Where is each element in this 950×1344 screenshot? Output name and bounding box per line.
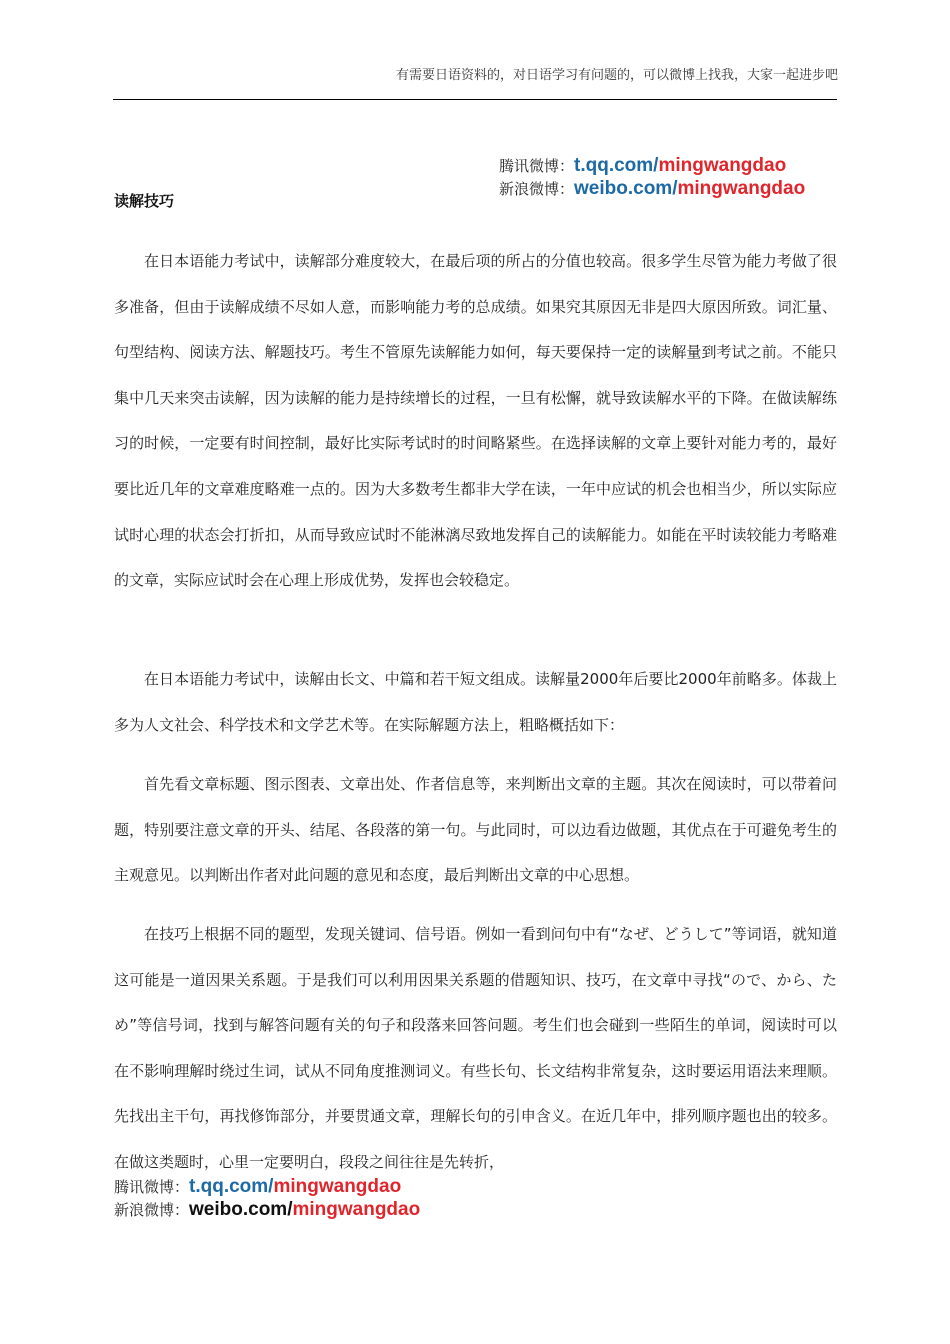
weibo-tencent-label: 腾讯微博：: [499, 157, 575, 175]
weibo-sina-top: [499, 178, 805, 200]
paragraph-3: 首先看文章标题、图示图表、文章出处、作者信息等，来判断出文章的主题。其次在阅读时，可以带着问题，特别要注意文章的开头、结尾、各段落的第一句。与此同时，可以边看边做题，其优点在于可避免考生的主观意见。以判断出作者对此问题的意见和态度，最后判断出文章的中心思想。: [114, 775, 837, 885]
weibo-tencent-link-user[interactable]: mingwangdao: [273, 1176, 402, 1197]
paragraph-1: 在日本语能力考试中，读解部分难度较大，在最后项的所占的分值也较高。很多学生尽管为能力考做了很多准备，但由于读解成绩不尽如人意，而影响能力考的总成绩。如果究其原因无非是四大原因所致。词汇量、句型结构、阅读方法、解题技巧。考生不管原先读解能力如何，每天要保持一定的读解量到考试之前。不能只集中几天来突击读解，因为读解的能力是持续增长的过程，一旦有松懈，就导致读解水平的下降。在做读解练习的时候，一定要有时间控制，最好比实际考试时的时间略紧些。在选择读解的文章上要针对能力考的，最好要比近几年的文章难度略难一点的。因为大多数考生都非大学在读，一年中应试的机会也相当少，所以实际应试时心理的状态会打折扣，从而导致应试时不能淋漓尽致地发挥自己的读解能力。如能在平时读较能力考略难的文章，实际应试时会在心理上形成优势，发挥也会较稳定。: [114, 252, 837, 590]
header-note: 有需要日语资料的，对日语学习有问题的，可以微博上找我，大家一起进步吧: [395, 68, 838, 83]
weibo-sina-label: 新浪微博：: [114, 1201, 190, 1219]
weibo-sina-link-user[interactable]: mingwangdao: [292, 1199, 421, 1220]
paragraph-4: 在技巧上根据不同的题型，发现关键词、信号语。例如一看到问句中有“なぜ、どうして”等词语，就知道这可能是一道因果关系题。于是我们可以利用因果关系题的借题知识、技巧，在文章中寻找“ので、から、ため”等信号词，找到与解答问题有关的句子和段落来回答问题。考生们也会碰到一些陌生的单词，阅读时可以在不影响理解时绕过生词，试从不同角度推测词义。有些长句、长文结构非常复杂，这时要运用语法来理顺。先找出主干句，再找修饰部分，并要贯通文章，理解长句的引申含义。在近几年中，排列顺序题也出的较多。在做这类题时，心里一定要明白，段段之间往往是先转折，: [114, 925, 837, 1171]
weibo-sina-link-domain[interactable]: weibo.com/: [189, 1199, 293, 1220]
weibo-tencent-top: [499, 155, 786, 177]
weibo-tencent-link-domain[interactable]: t.qq.com/: [574, 155, 659, 176]
weibo-sina-link-user[interactable]: mingwangdao: [677, 178, 806, 199]
weibo-sina-bottom: [114, 1199, 420, 1221]
paragraph-2: 在日本语能力考试中，读解由长文、中篇和若干短文组成。读解量2000年后要比2000年前略多。体裁上多为人文社会、科学技术和文学艺术等。在实际解题方法上，粗略概括如下：: [114, 670, 837, 734]
weibo-tencent-bottom: [114, 1176, 401, 1198]
weibo-sina-label: 新浪微博：: [499, 180, 575, 198]
weibo-sina-link-domain[interactable]: weibo.com/: [574, 178, 678, 199]
weibo-tencent-label: 腾讯微博：: [114, 1178, 190, 1196]
weibo-tencent-link-domain[interactable]: t.qq.com/: [189, 1176, 274, 1197]
section-title: 读解技巧: [114, 192, 175, 210]
header-divider: [113, 99, 837, 100]
weibo-tencent-link-user[interactable]: mingwangdao: [658, 155, 787, 176]
